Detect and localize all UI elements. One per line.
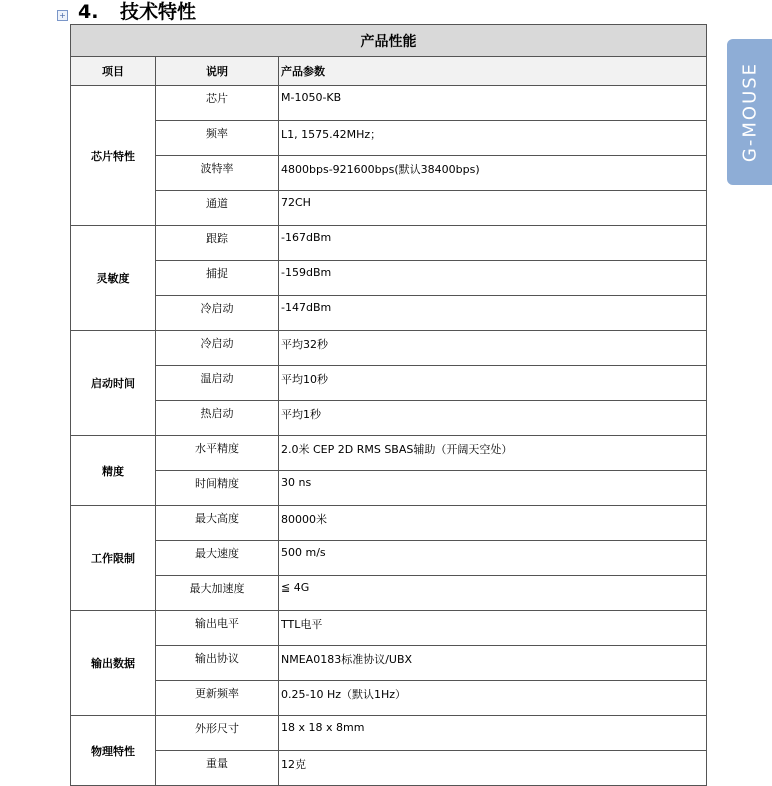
item-cell: 芯片 bbox=[156, 86, 279, 121]
table-title-row bbox=[71, 25, 707, 57]
category-cell: 物理特性 bbox=[71, 716, 156, 786]
category-cell: 芯片特性 bbox=[71, 86, 156, 226]
parameter-cell: 72CH bbox=[279, 191, 707, 226]
parameter-cell: 80000米 bbox=[279, 506, 707, 541]
table-row bbox=[71, 506, 707, 541]
table-move-handle-icon[interactable]: + bbox=[57, 10, 68, 21]
parameter-cell: 2.0米 CEP 2D RMS SBAS辅助（开阔天空处） bbox=[279, 436, 707, 471]
item-cell: 波特率 bbox=[156, 156, 279, 191]
parameter-cell: 平均32秒 bbox=[279, 331, 707, 366]
parameter-cell: NMEA0183标准协议/UBX bbox=[279, 646, 707, 681]
section-title: 技术特性 bbox=[120, 1, 197, 23]
item-cell: 冷启动 bbox=[156, 296, 279, 331]
parameter-cell: 平均10秒 bbox=[279, 366, 707, 401]
category-cell: 输出数据 bbox=[71, 611, 156, 716]
parameter-cell: -167dBm bbox=[279, 226, 707, 261]
parameter-cell: -159dBm bbox=[279, 261, 707, 296]
table-row bbox=[71, 156, 707, 191]
item-cell: 捕捉 bbox=[156, 261, 279, 296]
parameter-cell: 0.25-10 Hz（默认1Hz） bbox=[279, 681, 707, 716]
parameter-cell: L1, 1575.42MHz； bbox=[279, 121, 707, 156]
table-row bbox=[71, 226, 707, 261]
item-cell: 输出电平 bbox=[156, 611, 279, 646]
parameter-cell: 12克 bbox=[279, 751, 707, 786]
item-cell: 频率 bbox=[156, 121, 279, 156]
table-row bbox=[71, 331, 707, 366]
table-row bbox=[71, 436, 707, 471]
table-header-row bbox=[71, 57, 707, 86]
side-tab[interactable] bbox=[727, 39, 772, 185]
item-cell: 时间精度 bbox=[156, 471, 279, 506]
table-row bbox=[71, 681, 707, 716]
item-cell: 输出协议 bbox=[156, 646, 279, 681]
item-cell: 水平精度 bbox=[156, 436, 279, 471]
parameter-cell: -147dBm bbox=[279, 296, 707, 331]
table-title: 产品性能 bbox=[71, 25, 707, 57]
section-heading bbox=[78, 0, 196, 24]
item-cell: 最大加速度 bbox=[156, 576, 279, 611]
item-cell: 最大高度 bbox=[156, 506, 279, 541]
table-row bbox=[71, 296, 707, 331]
item-cell: 更新频率 bbox=[156, 681, 279, 716]
item-cell: 热启动 bbox=[156, 401, 279, 436]
side-tab-label: G-MOUSE bbox=[739, 61, 760, 163]
table-row bbox=[71, 86, 707, 121]
table-row bbox=[71, 576, 707, 611]
category-cell: 工作限制 bbox=[71, 506, 156, 611]
parameter-cell: 4800bps-921600bps(默认38400bps) bbox=[279, 156, 707, 191]
category-cell: 灵敏度 bbox=[71, 226, 156, 331]
item-cell: 冷启动 bbox=[156, 331, 279, 366]
section-number: 4. bbox=[78, 1, 99, 23]
header-description: 说明 bbox=[156, 57, 279, 86]
table-row bbox=[71, 751, 707, 786]
parameter-cell: 30 ns bbox=[279, 471, 707, 506]
table-row bbox=[71, 646, 707, 681]
parameter-cell: 18 x 18 x 8mm bbox=[279, 716, 707, 751]
item-cell: 外形尺寸 bbox=[156, 716, 279, 751]
item-cell: 重量 bbox=[156, 751, 279, 786]
category-cell: 启动时间 bbox=[71, 331, 156, 436]
item-cell: 温启动 bbox=[156, 366, 279, 401]
table-row bbox=[71, 121, 707, 156]
table-row bbox=[71, 191, 707, 226]
table-row bbox=[71, 541, 707, 576]
parameter-cell: M-1050-KB bbox=[279, 86, 707, 121]
table-row bbox=[71, 401, 707, 436]
item-cell: 跟踪 bbox=[156, 226, 279, 261]
item-cell: 最大速度 bbox=[156, 541, 279, 576]
spec-table bbox=[70, 24, 707, 786]
header-item: 项目 bbox=[71, 57, 156, 86]
item-cell: 通道 bbox=[156, 191, 279, 226]
table-row bbox=[71, 366, 707, 401]
parameter-cell: TTL电平 bbox=[279, 611, 707, 646]
parameter-cell: 500 m/s bbox=[279, 541, 707, 576]
table-row bbox=[71, 261, 707, 296]
parameter-cell: 平均1秒 bbox=[279, 401, 707, 436]
category-cell: 精度 bbox=[71, 436, 156, 506]
table-row bbox=[71, 611, 707, 646]
header-parameter: 产品参数 bbox=[279, 57, 707, 86]
parameter-cell: ≦ 4G bbox=[279, 576, 707, 611]
table-row bbox=[71, 716, 707, 751]
table-row bbox=[71, 471, 707, 506]
